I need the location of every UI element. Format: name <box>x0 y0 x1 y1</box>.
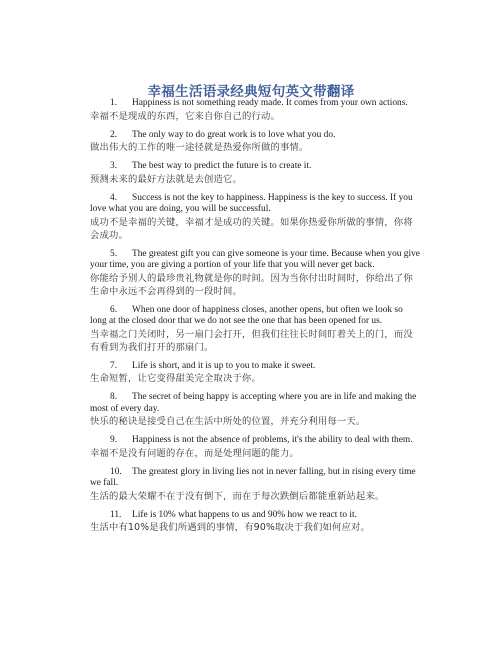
quote-english-text: The secret of being happy is accepting where you are in life and making the most of every day. <box>90 392 417 414</box>
quote-number: 7. <box>110 360 118 371</box>
quote-entry <box>90 161 420 186</box>
quote-chinese: 当幸福之门关闭时，另一扇门会打开，但我们往往长时间盯着关上的门，而没有看到为我们打开的那扇门。 <box>90 328 413 353</box>
quote-english-text: Happiness is not the absence of problems, it's the ability to deal with them. <box>132 435 413 445</box>
quote-english <box>90 305 420 328</box>
quote-chinese: 生命短暂，让它变得甜美完全取决于你。 <box>90 373 261 384</box>
quote-english <box>90 392 420 415</box>
quote-english-text: Life is short, and it is up to you to make it sweet. <box>132 360 316 371</box>
quote-number: 2. <box>110 129 118 140</box>
quote-english <box>90 249 420 272</box>
quote-english-text: Success is not the key to happiness. Happiness is the key to success. If you love what you are doing, you will be successful. <box>90 192 413 214</box>
quote-english <box>90 361 420 373</box>
quote-number: 8. <box>110 392 118 402</box>
quote-chinese: 成功不是幸福的关键，幸福才是成功的关键。如果你热爱你所做的事情，你将会成功。 <box>90 216 413 241</box>
quote-entry <box>90 467 420 503</box>
quote-english <box>90 193 420 216</box>
quote-english-text: The greatest gift you can give someone is your time. Because when you give your time, you are giving a portion of your life that you will never get back. <box>90 248 420 270</box>
quote-english <box>90 161 420 173</box>
quote-list <box>90 98 420 541</box>
quote-english-text: The greatest glory in living lies not in never falling, but in rising every time we fall. <box>90 466 416 488</box>
quote-chinese: 你能给予别人的最珍贵礼物就是你的时间。因为当你付出时间时，你给出了你生命中永远不会再得到的一段时间。 <box>90 272 413 297</box>
quote-number: 4. <box>110 192 118 203</box>
quote-entry <box>90 305 420 354</box>
quote-chinese: 幸福不是现成的东西，它来自你自己的行动。 <box>90 110 280 122</box>
quote-entry <box>90 435 420 460</box>
quote-number: 5. <box>110 248 118 259</box>
quote-entry <box>90 249 420 298</box>
quote-entry <box>90 98 420 123</box>
quote-english-text: Happiness is not something ready made. It comes from your own actions. <box>132 98 408 108</box>
quote-english-text: Life is 10% what happens to us and 90% how we react to it. <box>132 509 357 520</box>
quote-entry <box>90 130 420 155</box>
quote-chinese: 生活的最大荣耀不在于没有倒下，而在于每次跌倒后都能重新站起来。 <box>90 490 385 502</box>
quote-number: 1. <box>110 98 118 108</box>
quote-english <box>90 510 420 522</box>
quote-english <box>90 130 420 142</box>
quote-number: 9. <box>110 435 118 445</box>
quote-english-text: The only way to do great work is to love what you do. <box>132 129 336 140</box>
document-title: 幸福生活语录经典短句英文带翻译 <box>147 84 355 100</box>
quote-number: 10. <box>110 466 122 477</box>
quote-entry <box>90 510 420 535</box>
quote-number: 11. <box>110 509 122 520</box>
quote-entry <box>90 392 420 428</box>
quote-chinese: 快乐的秘诀是接受自己在生活中所处的位置，并充分利用每一天。 <box>90 416 366 427</box>
quote-entry <box>90 361 420 386</box>
quote-english <box>90 435 420 447</box>
quote-entry <box>90 193 420 242</box>
quote-chinese: 预测未来的最好方法就是去创造它。 <box>90 173 242 185</box>
quote-chinese: 生活中有10%是我们所遇到的事情，有90%取决于我们如何应对。 <box>90 522 370 533</box>
quote-chinese: 幸福不是没有问题的存在，而是处理问题的能力。 <box>90 447 299 459</box>
quote-chinese: 做出伟大的工作的唯一途径就是热爱你所做的事情。 <box>90 142 309 153</box>
quote-english-text: When one door of happiness closes, another opens, but often we look so long at the closed door that we do not see the one that has been opened for us. <box>90 304 403 326</box>
quote-english-text: The best way to predict the future is to create it. <box>132 161 312 171</box>
quote-english <box>90 98 420 110</box>
quote-english <box>90 467 420 490</box>
quote-number: 6. <box>110 304 118 315</box>
quote-number: 3. <box>110 161 118 171</box>
